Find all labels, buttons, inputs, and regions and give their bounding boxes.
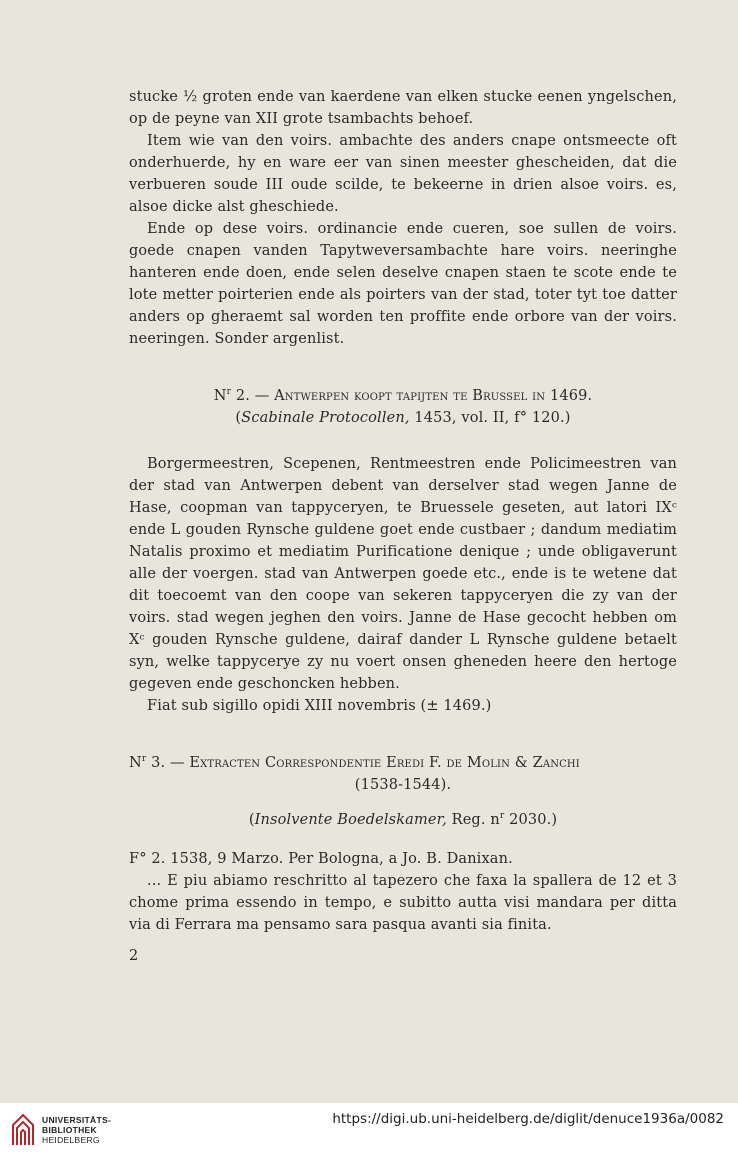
paragraph-ordinance: Ende op dese voirs. ordinancie ende cueren, soe sullen de voirs. goede cnapen vanden Tapytweversambachte hare voirs. neeringhe hanteren ende doen, ende selen deselve cnapen staen te scote ende te lote metter poirterien ende als poirters van der stad, toter tyt toe datter anders op gheraemt sal worden ten proffite ende orbore van der voirs. neeringen. Sonder argenlist. <box>129 221 677 347</box>
nr-superscript: r <box>226 387 232 397</box>
paragraph-fiat: Fiat sub sigillo opidi XIII novembris (± 1469.) <box>147 698 492 714</box>
text-block-top <box>129 86 677 350</box>
section-3 <box>129 748 677 831</box>
reg-superscript: r <box>499 811 505 821</box>
source-reg: Reg. n <box>451 812 500 828</box>
nr-label: N <box>129 755 142 771</box>
source-title: Insolvente Boedelskamer, <box>254 812 447 828</box>
nr-label: N <box>213 388 227 404</box>
section-2-heading <box>129 381 677 407</box>
paragraph-continued: stucke ½ groten ende van kaerdene van elken stucke eenen yngelschen, op de peyne van XII grote tsambachts behoef. <box>129 89 677 127</box>
library-name-line-2: BIBLIOTHEK <box>42 1125 97 1135</box>
section-3-heading <box>129 748 677 774</box>
section-2 <box>129 381 677 429</box>
source-title: Scabinale Protocollen, <box>241 410 410 426</box>
letter-excerpt: ... E piu abiamo reschritto al tapezero che faxa la spallera de 12 et 3 chome prima essendo in tempo, e subitto autta visi mandara per ditta via di Ferrara ma pensamo sara pasqua avanti sia finita. <box>129 873 677 933</box>
library-name-line-1: UNIVERSITÄTS- <box>42 1115 112 1125</box>
source-number: 2030.) <box>509 812 558 828</box>
paragraph-item: Item wie van den voirs. ambachte des anders cnape ontsmeecte oft onderhuerde, hy en ware eer van sinen meester ghescheiden, dat die verbueren soude III oude scilde, te bekeerne in drien alsoe voirs. es, alsoe dicke alst gheschiede. <box>129 133 677 215</box>
section-3-body <box>129 848 677 936</box>
page-number: 2 <box>129 948 139 964</box>
section-3-years: (1538-1544). <box>354 777 452 793</box>
permalink-url[interactable]: https://digi.ub.uni-heidelberg.de/diglit/denuce1936a/0082 <box>332 1111 724 1127</box>
source-ref: 1453, vol. II, f° 120.) <box>414 410 571 426</box>
nr-superscript: r <box>141 754 147 764</box>
library-logo-icon <box>10 1111 36 1147</box>
library-name-line-3: HEIDELBERG <box>42 1135 100 1145</box>
section-2-body <box>129 453 677 717</box>
section-3-title: 3. — Extracten Correspondentie Eredi F. de Molin & Zanchi <box>151 755 580 771</box>
viewer-footer <box>0 1103 738 1156</box>
library-name <box>42 1115 111 1145</box>
section-2-title: 2. — Antwerpen koopt tapijten te Brussel in 1469. <box>235 388 593 404</box>
paragraph-receipt: Borgermeestren, Scepenen, Rentmeestren ende Policimeestren van der stad van Antwerpen debent van derselver stad wegen Janne de Hase, coopman van tappyceryen, te Bruessele geseten, aut latori IXᶜ ende L gouden Rynsche guldene goet ende custbaer ; dandum mediatim Natalis proximo et mediatim Purificatione denique ; unde obligaverunt alle der voergen. stad van Antwerpen goede etc., ende is te wetene dat dit toecoemt van den coope van sekeren tappyceryen die zy van der voirs. stad wegen jeghen den voirs. Janne de Hase gecocht hebben om Xᶜ gouden Rynsche guldene, dairaf dander L Rynsche guldene betaelt syn, welke tappycerye zy nu voert onsen gheneden heere den hertoge gegeven ende geschoncken hebben. <box>129 456 677 692</box>
section-3-source: (Insolvente Boedelskamer, Reg. $n^r$ 2030.) <box>248 811 558 828</box>
section-2-source: (Scabinale Protocollen, 1453, vol. II, f° 120.) <box>235 410 571 426</box>
letter-entry: F° 2. 1538, 9 Marzo. Per Bologna, a Jo. B. Danixan. <box>129 851 513 867</box>
